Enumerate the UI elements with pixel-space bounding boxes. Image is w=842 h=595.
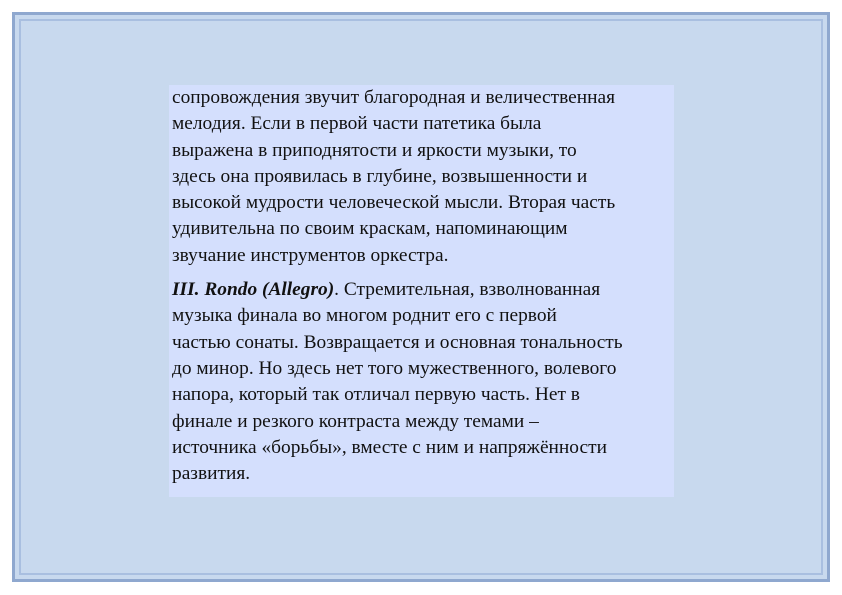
paragraph-1-line: звучание инструментов оркестра. xyxy=(172,244,449,266)
paragraph-1-line: сопровождения звучит благородная и величественная xyxy=(172,87,616,108)
paragraph-1-line: удивительна по своим краскам, напоминающим xyxy=(172,218,568,240)
paragraph-2-line: частью сонаты. Возвращается и основная тональность xyxy=(172,331,623,353)
text-box xyxy=(169,85,674,497)
paragraph-2-line: напора, который так отличал первую часть. Нет в xyxy=(172,384,580,406)
paragraph-1-line: высокой мудрости человеческой мысли. Вторая часть xyxy=(172,192,616,214)
paragraph-1-line: выражена в приподнятости и яркости музыки, то xyxy=(172,139,577,161)
paragraph-2-first-line-rest: Стремительная, взволнованная xyxy=(339,279,601,301)
paragraph-2-line: финале и резкого контраста между темами – xyxy=(172,410,539,432)
paragraph-1-line: мелодия. Если в первой части патетика была xyxy=(172,113,542,135)
paragraph-2-line: развития. xyxy=(172,463,251,485)
paragraph-2 xyxy=(172,277,672,487)
section-heading-punct: . xyxy=(334,279,340,301)
section-heading: III. Rondo (Allegro) xyxy=(172,279,335,301)
paragraph-2-line: до минор. Но здесь нет того мужественного, волевого xyxy=(172,357,617,379)
paragraph-1 xyxy=(172,85,672,269)
paragraph-2-line: музыка финала во многом роднит его с первой xyxy=(172,305,557,327)
paragraph-1-line: здесь она проявилась в глубине, возвышенности и xyxy=(172,165,588,187)
paragraph-2-line: источника «борьбы», вместе с ним и напряжённости xyxy=(172,436,607,458)
